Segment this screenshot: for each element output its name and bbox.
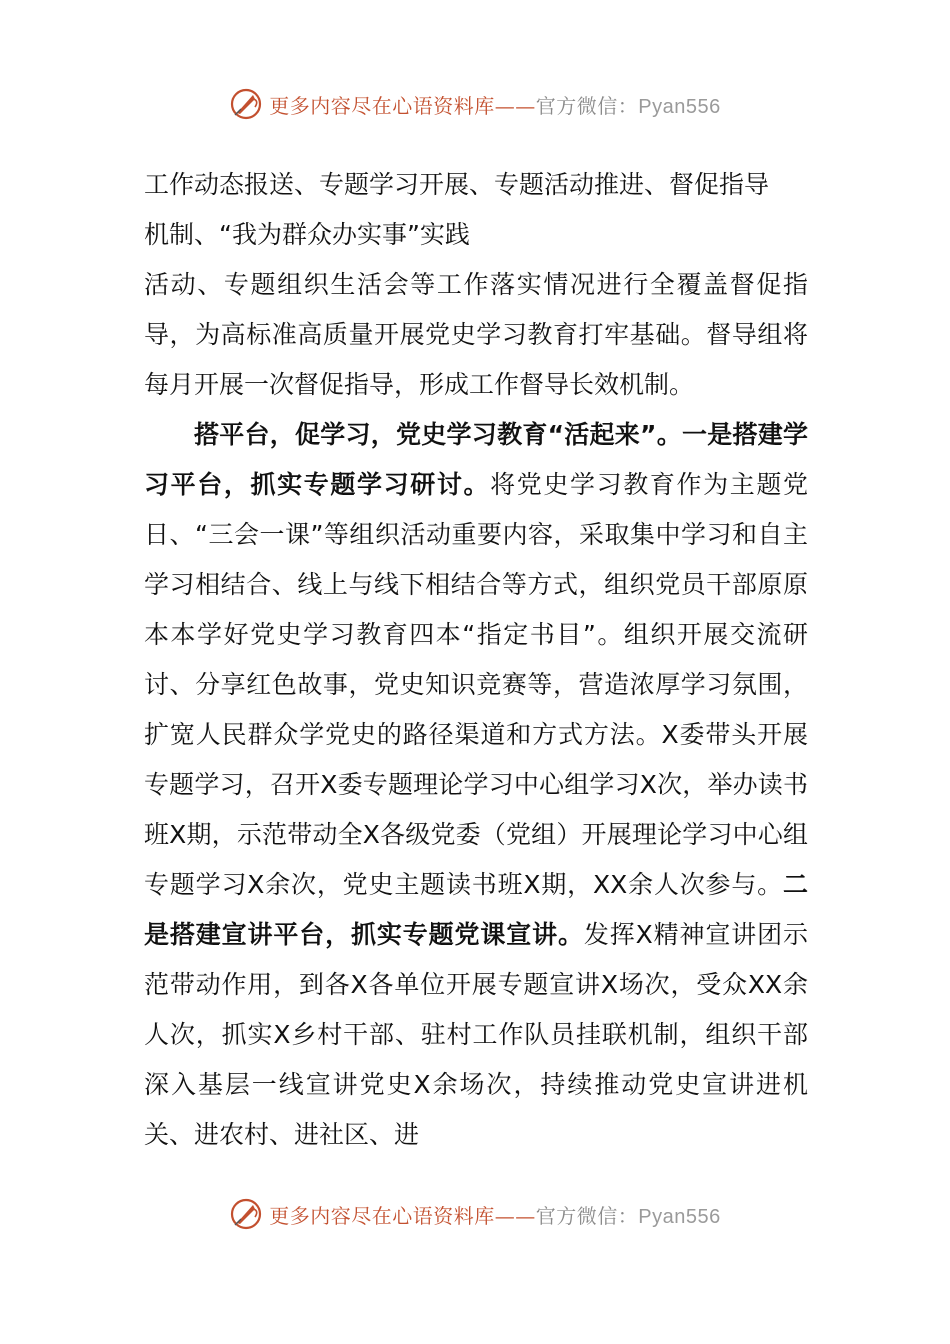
- paragraph-3-heading: 搭平台，促学习，党史学习教育“活起来”。一是搭建学习平台，抓实专题学习研讨。: [144, 420, 808, 499]
- watermark-wechat-label: 官方微信：: [535, 1203, 639, 1228]
- quill-logo-icon: [229, 1197, 263, 1231]
- watermark-site: 更多内容尽在心语资料库: [269, 1203, 495, 1228]
- document-body: [144, 160, 808, 1160]
- paragraph-3-body-1: 将党史学习教育作为主题党日、“三会一课”等组织活动重要内容，采取集中学习和自主学习相结合、线上与线下相结合等方式，组织党员干部原原本本学好党史学习教育四本“指定书目”。组织开展交流研讨、分享红色故事，党史知识竞赛等，营造浓厚学习氛围，扩宽人民群众学党史的路径渠道和方式方法。X委带头开展专题学习，召开X委专题理论学习中心组学习X次，举办读书班X期，示范带动全X各级党委（党组）开展理论学习中心组专题学习X余次，党史主题读书班X期，XX余人次参与。: [144, 470, 808, 899]
- paragraph-2: 活动、专题组织生活会等工作落实情况进行全覆盖督促指导，为高标准高质量开展党史学习教育打牢基础。督导组将每月开展一次督促指导，形成工作督导长效机制。: [144, 270, 808, 399]
- footer-watermark: [0, 1192, 950, 1236]
- paragraph-1-line-2: 机制、“我为群众办实事”实践: [144, 220, 470, 249]
- paragraph-3: [144, 410, 808, 1160]
- quill-logo-icon: [229, 87, 263, 121]
- watermark-wechat-id: Pyan556: [638, 1205, 721, 1228]
- watermark-wechat-label: 官方微信：: [535, 93, 639, 118]
- paragraph-1-line-1: 工作动态报送、专题学习开展、专题活动推进、督促指导: [144, 170, 770, 199]
- paragraph-3-heading-2: 二是搭建宣讲平台，抓实专题党课宣讲。: [144, 870, 808, 949]
- header-watermark: [0, 82, 950, 126]
- watermark-dash: ——: [494, 93, 536, 118]
- watermark-site: 更多内容尽在心语资料库: [269, 93, 495, 118]
- watermark-wechat-id: Pyan556: [638, 95, 721, 118]
- watermark-text: [269, 90, 720, 119]
- watermark-text: [269, 1200, 720, 1229]
- paragraph-3-body-2: 发挥X精神宣讲团示范带动作用，到各X各单位开展专题宣讲X场次，受众XX余人次，抓实X乡村干部、驻村工作队员挂联机制，组织干部深入基层一线宣讲党史X余场次，持续推动党史宣讲进机关、进农村、进社区、进: [144, 920, 808, 1149]
- watermark-dash: ——: [494, 1203, 536, 1228]
